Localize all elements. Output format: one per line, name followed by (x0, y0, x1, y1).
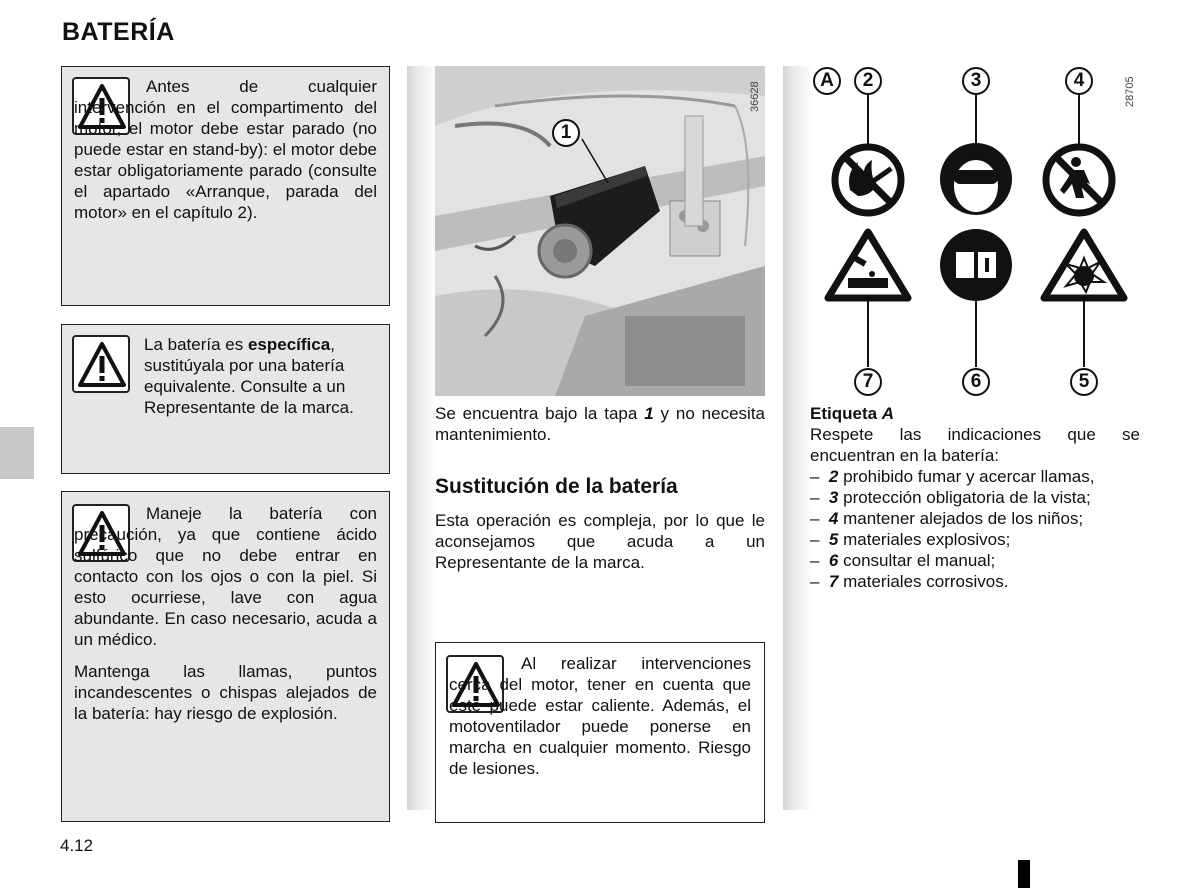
warning-box-acid-handling (61, 491, 390, 822)
consult-manual-icon (940, 229, 1012, 301)
list-item: – 7 materiales corrosivos. (810, 572, 1009, 591)
label-intro: Respete las indicaciones que se encuentran en la batería: (810, 425, 1140, 465)
list-item: – 3 protección obligatoria de la vista; (810, 488, 1091, 507)
callout-number: 1 (552, 119, 580, 147)
section-title: Sustitución de la batería (435, 475, 678, 498)
warning-triangle-icon (72, 335, 130, 393)
page-edge-marker (1018, 860, 1030, 888)
label-list (810, 466, 1140, 592)
battery-label-diagram (810, 62, 1140, 402)
page-number: 4.12 (60, 836, 94, 855)
list-item: – 5 materiales explosivos; (810, 530, 1011, 549)
label-marker: 2 (854, 67, 882, 95)
keep-children-away-icon (1046, 147, 1112, 213)
image-reference: 28705 (1124, 76, 1136, 107)
label-marker: 6 (962, 368, 990, 396)
label-heading: Etiqueta A (810, 404, 895, 423)
no-flames-icon (835, 147, 901, 213)
label-marker: A (813, 67, 841, 95)
label-marker: 4 (1065, 67, 1093, 95)
column-divider-left (407, 66, 437, 810)
warning-text: La batería es específica, sustitúyala por una batería equivalente. Consulte a un Representante de la marca. (144, 335, 354, 417)
column-divider-right (783, 66, 813, 810)
warning-text: Al realizar intervenciones cerca del motor, tener en cuenta que este puede estar caliente. Además, el motoventilador puede ponerse en marcha en cualquier momento. Riesgo de lesiones. (449, 654, 751, 778)
image-reference: 36628 (749, 81, 761, 112)
photo-caption: Se encuentra bajo la tapa 1 y no necesita mantenimiento. (435, 404, 765, 444)
chapter-side-tab (0, 427, 34, 479)
warning-text: Mantenga las llamas, puntos incandescentes o chispas alejados de la batería: hay riesgo de explosión. (74, 662, 377, 723)
engine-compartment-photo (435, 66, 765, 396)
eye-protection-icon (940, 143, 1012, 215)
explosive-icon (1044, 232, 1124, 298)
label-marker: 7 (854, 368, 882, 396)
warning-box-engine-stopped (61, 66, 390, 306)
label-description (810, 403, 1140, 592)
section-body: Esta operación es compleja, por lo que le aconsejamos que acuda a un Representante de la marca. (435, 511, 765, 572)
page-title: BATERÍA (62, 18, 175, 46)
list-item: – 2 prohibido fumar y acercar llamas, (810, 467, 1095, 486)
warning-box-specific-battery (61, 324, 390, 474)
label-marker: 5 (1070, 368, 1098, 396)
warning-text: Maneje la batería con precaución, ya que contiene ácido sulfúrico que no debe entrar en contacto con los ojos o con la piel. Si esto ocurriese, lave con agua abundante. En caso necesario, acuda a un médico. (74, 504, 377, 649)
warning-text: Antes de cualquier intervención en el compartimento del motor, el motor debe estar parado (no puede estar en stand-by): el motor debe estar obligatoriamente parado (consulte el apartado «Arranque, parada del motor» en el capítulo 2). (74, 77, 377, 222)
warning-box-hot-engine (435, 642, 765, 823)
list-item: – 6 consultar el manual; (810, 551, 996, 570)
list-item: – 4 mantener alejados de los niños; (810, 509, 1084, 528)
label-marker: 3 (962, 67, 990, 95)
corrosive-icon (828, 232, 908, 298)
